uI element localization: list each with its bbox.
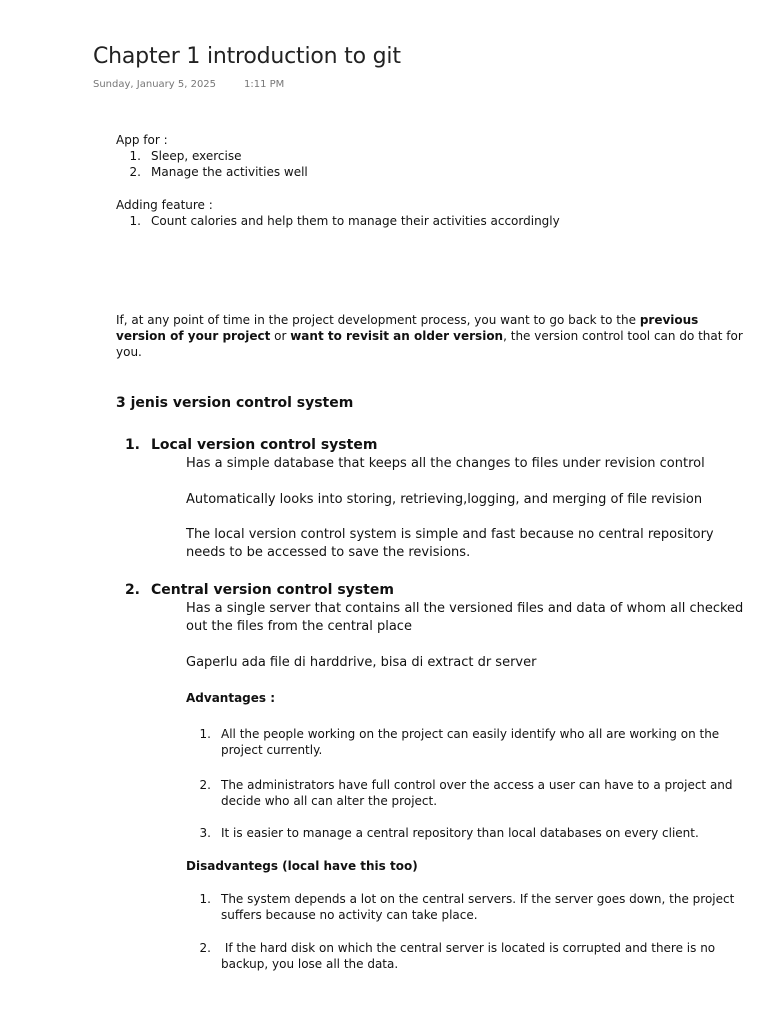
disadvantages-heading: Disadvantegs (local have this too) xyxy=(186,859,418,873)
list-number: 2. xyxy=(199,941,211,955)
advantage-item: It is easier to manage a central repository than local databases on every client. xyxy=(221,826,699,840)
local-paragraph: The local version control system is simple and fast because no central repository needs to be accessed to save the revisions. xyxy=(186,527,714,560)
disadvantage-item: The system depends a lot on the central servers. If the server goes down, the project suffers because no activity can take place. xyxy=(221,892,735,922)
list-number: 1. xyxy=(199,892,211,906)
list-number: 1. xyxy=(129,149,141,163)
list-item: Manage the activities well xyxy=(151,165,308,179)
advantages-heading: Advantages : xyxy=(186,691,276,705)
local-vcs-heading: Local version control system xyxy=(151,437,378,453)
advantage-item: The administrators have full control over the access a user can have to a project and decide who all can alter the project. xyxy=(221,778,733,808)
note-time: 1:11 PM xyxy=(244,79,285,90)
intro-text: or xyxy=(270,329,291,343)
section-title: 3 jenis version control system xyxy=(116,395,354,411)
intro-bold-older-version: want to revisit an older version xyxy=(290,329,504,343)
page-title: Chapter 1 introduction to git xyxy=(93,44,401,69)
central-paragraph: Has a single server that contains all the versioned files and data of whom all checked out the files from the central place xyxy=(186,601,744,634)
note-date: Sunday, January 5, 2025 xyxy=(93,79,217,90)
adding-feature-heading: Adding feature : xyxy=(116,198,213,212)
local-paragraph: Has a simple database that keeps all the changes to files under revision control xyxy=(186,456,705,471)
list-number: 1. xyxy=(129,214,141,228)
list-number: 2. xyxy=(199,778,211,792)
list-number: 3. xyxy=(199,826,211,840)
heading-number: 1. xyxy=(124,437,140,453)
list-number: 1. xyxy=(199,727,211,741)
central-paragraph: Gaperlu ada file di harddrive, bisa di extract dr server xyxy=(186,655,537,670)
intro-paragraph xyxy=(116,312,746,360)
central-vcs-heading: Central version control system xyxy=(151,582,394,598)
list-item: Count calories and help them to manage their activities accordingly xyxy=(151,214,560,228)
intro-text: , the version control tool can do that for you. xyxy=(116,329,743,359)
list-item: Sleep, exercise xyxy=(151,149,242,163)
list-number: 2. xyxy=(129,165,141,179)
heading-number: 2. xyxy=(124,582,140,598)
disadvantage-item: If the hard disk on which the central server is located is corrupted and there is no backup, you lose all the data. xyxy=(221,941,719,971)
intro-bold-previous-version: previous version of your project xyxy=(116,313,699,343)
local-paragraph: Automatically looks into storing, retrieving,logging, and merging of file revision xyxy=(186,492,703,507)
app-for-heading: App for : xyxy=(116,133,168,147)
advantage-item: All the people working on the project can easily identify who all are working on the project currently. xyxy=(221,727,720,757)
intro-text: If, at any point of time in the project development process, you want to go back to the xyxy=(116,313,640,327)
